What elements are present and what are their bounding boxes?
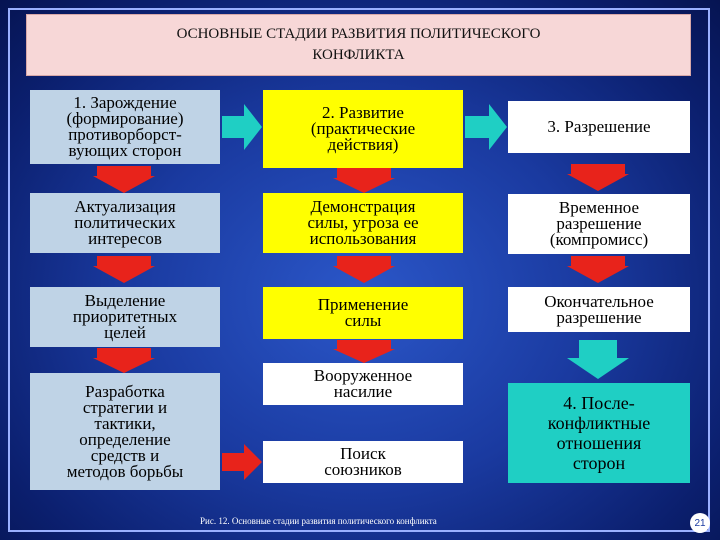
arrow-down-left-3 xyxy=(93,348,155,374)
diagram-title: ОСНОВНЫЕ СТАДИИ РАЗВИТИЯ ПОЛИТИЧЕСКОГО КОНФЛИКТА xyxy=(26,14,691,76)
stage-3-box: 3. Разрешение xyxy=(508,101,690,153)
arrow-right-2-to-3 xyxy=(465,104,507,150)
arrow-down-left-1 xyxy=(93,166,155,194)
left-item-interests: Актуализация политических интересов xyxy=(30,193,220,253)
left-item-goals: Выделение приоритетных целей xyxy=(30,287,220,347)
figure-caption: Рис. 12. Основные стадии развития политического конфликта xyxy=(200,516,437,526)
stage-4-box: 4. После- конфликтные отношения сторон xyxy=(508,383,690,483)
arrow-down-right-2 xyxy=(567,256,629,284)
page-number: 21 xyxy=(690,513,710,533)
middle-item-allies: Поиск союзников xyxy=(263,441,463,483)
arrow-down-middle-3 xyxy=(333,340,395,364)
right-item-final: Окончательное разрешение xyxy=(508,287,690,332)
middle-item-armed-violence: Вооруженное насилие xyxy=(263,363,463,405)
left-item-strategy: Разработка стратегии и тактики, определение средств и методов борьбы xyxy=(30,373,220,490)
arrow-down-right-3 xyxy=(567,340,629,380)
arrow-right-strategy-to-allies xyxy=(222,444,262,480)
middle-item-force: Применение силы xyxy=(263,287,463,339)
stage-1-box: 1. Зарождение (формирование) противорборст- вующих сторон xyxy=(30,90,220,164)
arrow-down-middle-2 xyxy=(333,256,395,284)
arrow-down-left-2 xyxy=(93,256,155,284)
arrow-right-1-to-2 xyxy=(222,104,262,150)
stage-2-box: 2. Развитие (практические действия) xyxy=(263,90,463,168)
middle-item-demonstration: Демонстрация силы, угроза ее использования xyxy=(263,193,463,253)
arrow-down-middle-1 xyxy=(333,168,395,194)
right-item-temporary: Временное разрешение (компромисс) xyxy=(508,194,690,254)
arrow-down-right-1 xyxy=(567,164,629,192)
